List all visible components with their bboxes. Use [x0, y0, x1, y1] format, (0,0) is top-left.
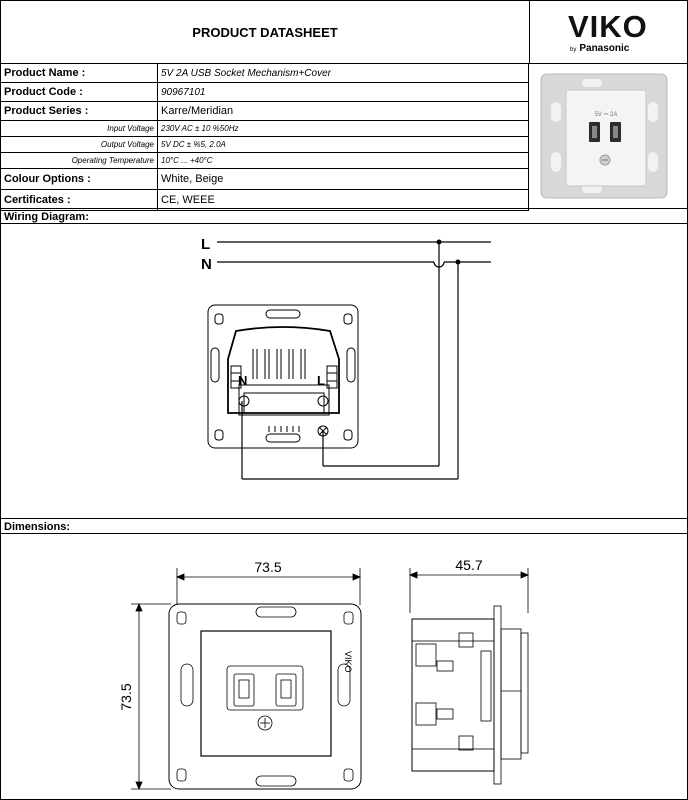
spec-value: 5V 2A USB Socket Mechanism+Cover	[158, 64, 529, 83]
spec-label: Colour Options :	[1, 169, 158, 190]
line-n-label: N	[201, 256, 212, 273]
spec-label: Output Voltage	[1, 137, 158, 153]
line-l-label: L	[201, 236, 211, 253]
dimension-drawing	[1, 535, 687, 799]
product-photo	[530, 64, 687, 208]
spec-row-temperature	[1, 153, 529, 169]
wiring-diagram	[1, 225, 687, 518]
dimension-width: 73.5	[254, 559, 282, 575]
spec-table	[1, 64, 529, 211]
spec-label: Product Code :	[1, 83, 158, 102]
spec-label: Product Name :	[1, 64, 158, 83]
wiring-title: Wiring Diagram:	[1, 208, 687, 224]
spec-value: CE, WEEE	[158, 190, 529, 211]
spec-row-output-voltage	[1, 137, 529, 153]
spec-value: White, Beige	[158, 169, 529, 190]
page-title: PRODUCT DATASHEET	[1, 1, 530, 64]
logo-parent: Panasonic	[579, 43, 630, 54]
terminal-l-label: L	[317, 373, 325, 388]
spec-label: Operating Temperature	[1, 153, 158, 169]
spec-value: 230V AC ± 10 %50Hz	[158, 121, 529, 137]
logo-by: by	[570, 47, 577, 53]
spec-label: Input Voltage	[1, 121, 158, 137]
side-brand-label: VIKO	[343, 651, 353, 673]
terminal-n-label: N	[238, 373, 248, 388]
logo-subline	[570, 43, 629, 54]
spec-value: 90967101	[158, 83, 529, 102]
spec-label: Product Series :	[1, 102, 158, 121]
spec-row-name	[1, 64, 529, 83]
spec-row-series	[1, 102, 529, 121]
spec-value: 10°C ... +40°C	[158, 153, 529, 169]
photo-label: 5V ⎓ 2A	[594, 112, 618, 118]
dimension-height: 73.5	[118, 683, 134, 711]
spec-row-colour	[1, 169, 529, 190]
spec-value: Karre/Meridian	[158, 102, 529, 121]
brand-logo	[530, 1, 687, 64]
spec-row-code	[1, 83, 529, 102]
spec-label: Certificates :	[1, 190, 158, 211]
logo-wordmark: VIKO	[568, 9, 648, 44]
spec-value: 5V DC ± %5, 2.0A	[158, 137, 529, 153]
dimensions-title: Dimensions:	[1, 518, 687, 534]
dimension-depth: 45.7	[455, 557, 483, 573]
spec-row-input-voltage	[1, 121, 529, 137]
